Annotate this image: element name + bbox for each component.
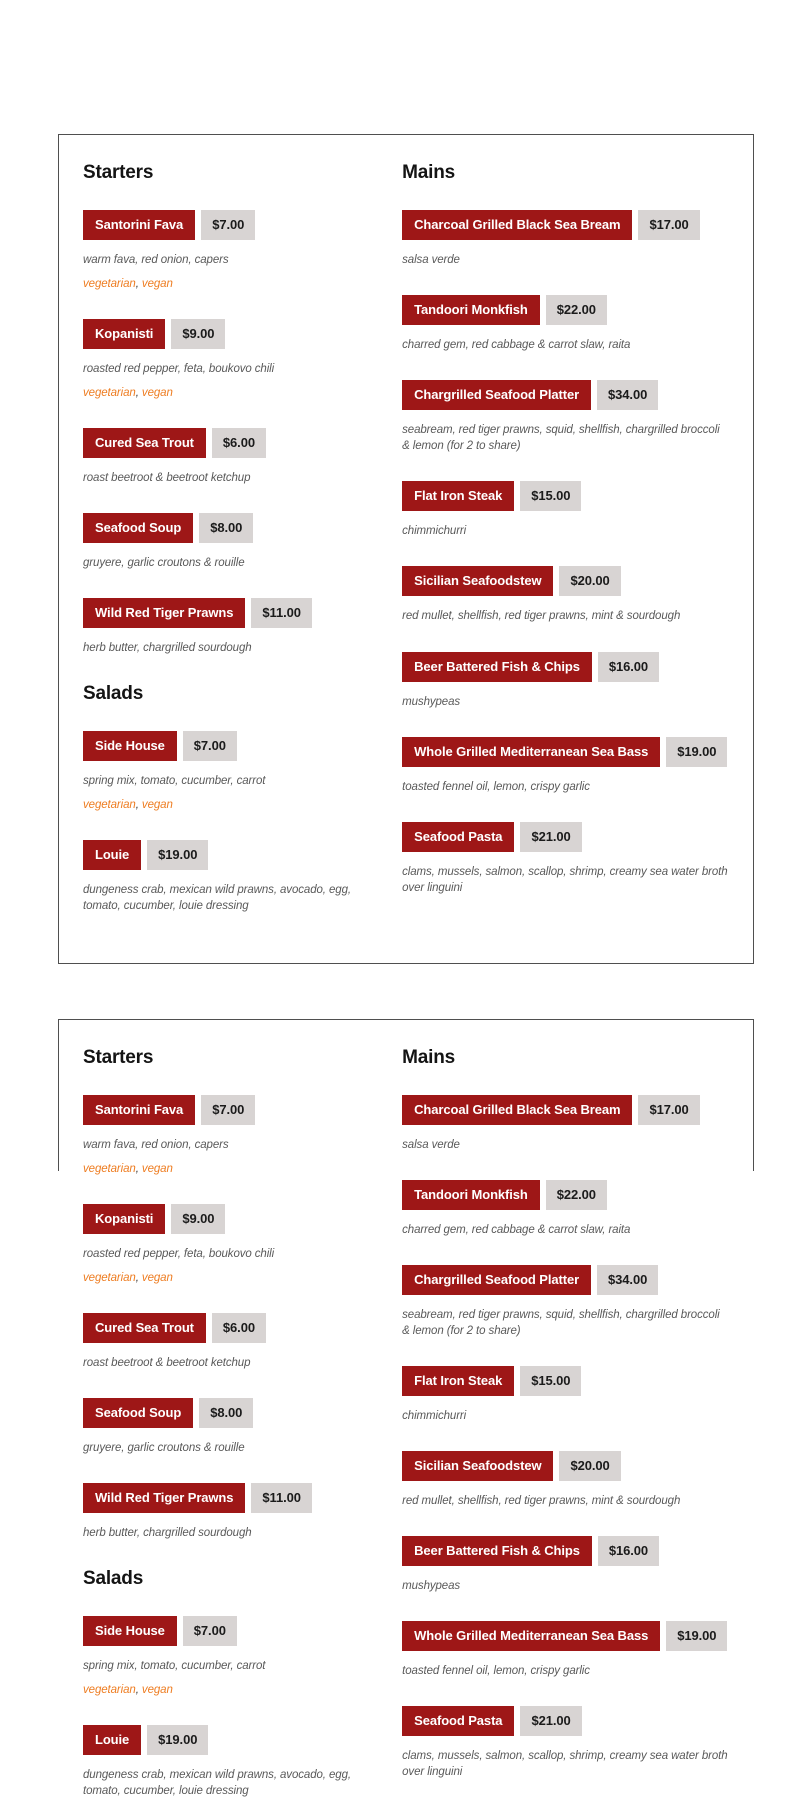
diet-tag-link[interactable]: vegan [141,1271,173,1284]
item-description: toasted fennel oil, lemon, crispy garlic [402,780,590,793]
item-badge-row [402,380,729,410]
item-price-badge: $17.00 [638,210,699,240]
item-price-badge: $22.00 [546,1180,607,1210]
item-description: charred gem, red cabbage & carrot slaw, raita [402,339,631,352]
menu-item [402,566,729,624]
item-name-badge: Louie [83,1725,141,1755]
item-diet-tags [83,386,380,401]
section-heading: Starters [83,1046,154,1068]
menu-item [83,731,380,813]
item-price-badge: $19.00 [666,737,727,767]
diet-tag-link[interactable]: vegetarian [83,1271,136,1284]
item-badge-row [402,1451,729,1481]
item-diet-tags [83,1683,380,1698]
item-badge-row [402,295,729,325]
item-price-badge: $22.00 [546,295,607,325]
item-diet-tags [83,798,380,813]
item-description: chimmichurri [402,525,467,538]
item-badge-row [402,1366,729,1396]
item-price-badge: $9.00 [171,1204,225,1234]
item-name-badge: Tandoori Monkfish [402,295,540,325]
item-price-badge: $9.00 [171,319,225,349]
item-description: dungeness crab, mexican wild prawns, avocado, egg, tomato, cucumber, louie dressing [83,884,351,913]
menu-item [83,428,380,486]
item-description: red mullet, shellfish, red tiger prawns, mint & sourdough [402,610,681,623]
item-name-badge: Side House [83,731,177,761]
item-badge-row [402,566,729,596]
item-description: red mullet, shellfish, red tiger prawns, mint & sourdough [402,1495,681,1508]
item-description: roasted red pepper, feta, boukovo chili [83,1247,275,1260]
item-badge-row [83,731,380,761]
diet-tag-link[interactable]: vegan [141,387,173,400]
item-badge-row [402,1536,729,1566]
item-price-badge: $19.00 [147,1725,208,1755]
tag-separator: , [135,387,142,400]
menu-item [83,598,380,656]
menu-item [402,1095,729,1153]
item-price-badge: $34.00 [597,380,658,410]
item-price-badge: $11.00 [251,598,311,628]
item-description: dungeness crab, mexican wild prawns, avocado, egg, tomato, cucumber, louie dressing [83,1768,351,1798]
item-badge-row [83,1483,380,1513]
item-badge-row [83,1398,380,1428]
item-badge-row [402,1706,729,1736]
item-badge-row [402,1265,729,1295]
diet-tag-link[interactable]: vegan [141,278,173,291]
item-description: toasted fennel oil, lemon, crispy garlic [402,1665,590,1678]
menu-item [83,1616,380,1698]
item-badge-row [83,1725,380,1755]
item-description: roast beetroot & beetroot ketchup [83,1356,251,1369]
item-price-badge: $34.00 [597,1265,658,1295]
item-badge-row [83,428,380,458]
item-name-badge: Beer Battered Fish & Chips [402,652,592,682]
item-badge-row [402,1095,729,1125]
item-name-badge: Santorini Fava [83,210,195,240]
menu-item [402,380,729,454]
item-price-badge: $16.00 [598,1536,659,1566]
item-badge-row [83,210,380,240]
menu-item [83,513,380,571]
menu-item [402,1180,729,1238]
item-name-badge: Whole Grilled Mediterranean Sea Bass [402,737,660,767]
item-description: warm fava, red onion, capers [83,254,229,266]
item-badge-row [402,1621,729,1651]
item-description: roast beetroot & beetroot ketchup [83,472,251,485]
menu-item [402,1265,729,1339]
item-price-badge: $20.00 [559,1451,620,1481]
item-price-badge: $6.00 [212,428,266,458]
item-description: spring mix, tomato, cucumber, carrot [83,775,266,788]
item-name-badge: Flat Iron Steak [402,1366,514,1396]
item-description: charred gem, red cabbage & carrot slaw, raita [402,1223,631,1236]
menu-item [402,210,729,268]
item-diet-tags [83,277,380,292]
menu-item [83,210,380,292]
item-description: clams, mussels, salmon, scallop, shrimp, creamy sea water broth over linguini [402,1750,728,1779]
menu-column [402,162,729,896]
item-description: spring mix, tomato, cucumber, carrot [83,1659,266,1672]
menu-item [83,840,380,914]
menu-column [402,1047,729,1781]
item-badge-row [83,598,380,628]
item-price-badge: $17.00 [638,1095,699,1125]
item-price-badge: $15.00 [520,481,581,511]
item-badge-row [402,652,729,682]
diet-tag-link[interactable]: vegetarian [83,278,136,291]
item-description: mushypeas [402,1580,461,1593]
menu-item [83,1204,380,1286]
item-badge-row [83,1313,380,1343]
menu-item [402,1706,729,1780]
item-description: clams, mussels, salmon, scallop, shrimp, creamy sea water broth over linguini [402,865,728,894]
item-price-badge: $8.00 [199,513,253,543]
item-price-badge: $11.00 [251,1483,311,1513]
item-name-badge: Chargrilled Seafood Platter [402,1265,591,1295]
item-name-badge: Sicilian Seafoodstew [402,566,553,596]
item-name-badge: Wild Red Tiger Prawns [83,598,245,628]
item-description: gruyere, garlic croutons & rouille [83,557,245,570]
item-description: chimmichurri [402,1409,467,1422]
menu-item [402,822,729,896]
item-name-badge: Sicilian Seafoodstew [402,1451,553,1481]
item-name-badge: Flat Iron Steak [402,481,514,511]
item-name-badge: Seafood Soup [83,513,193,543]
menu-card-continued-grid [83,1047,729,1799]
item-description: mushypeas [402,695,461,708]
item-price-badge: $19.00 [147,840,208,870]
item-name-badge: Whole Grilled Mediterranean Sea Bass [402,1621,660,1651]
section-heading: Mains [402,1046,455,1068]
item-badge-row [402,1180,729,1210]
item-name-badge: Kopanisti [83,1204,165,1234]
menu-card-continued [58,1019,754,1798]
tag-separator: , [135,1162,142,1175]
tag-separator: , [135,278,142,291]
item-name-badge: Seafood Pasta [402,822,514,852]
item-price-badge: $6.00 [212,1313,266,1343]
item-name-badge: Tandoori Monkfish [402,1180,540,1210]
item-name-badge: Beer Battered Fish & Chips [402,1536,592,1566]
item-description: seabream, red tiger prawns, squid, shellfish, chargrilled broccoli & lemon (for 2 to share) [402,1308,720,1337]
tag-separator: , [135,799,142,812]
item-description: salsa verde [402,1138,460,1151]
item-name-badge: Charcoal Grilled Black Sea Bream [402,210,632,240]
item-description: roasted red pepper, feta, boukovo chili [83,363,275,376]
item-price-badge: $7.00 [201,1095,255,1125]
menu-item [402,737,729,795]
item-badge-row [83,1204,380,1234]
diet-tag-link[interactable]: vegetarian [83,387,136,400]
item-price-badge: $21.00 [520,1706,581,1736]
item-badge-row [402,210,729,240]
tag-separator: , [135,1271,142,1284]
section-heading: Starters [83,162,154,183]
item-name-badge: Cured Sea Trout [83,1313,206,1343]
item-description: seabream, red tiger prawns, squid, shellfish, chargrilled broccoli & lemon (for 2 to share) [402,424,720,453]
menu-column [83,162,380,915]
item-description: herb butter, chargrilled sourdough [83,1526,252,1539]
item-badge-row [83,840,380,870]
item-badge-row [83,513,380,543]
menu-card-grid [83,162,729,915]
diet-tag-link[interactable]: vegan [141,1162,173,1175]
section-heading: Salads [83,1567,144,1589]
item-badge-row [83,1095,380,1125]
menu-item [402,1366,729,1424]
section-heading: Salads [83,683,144,705]
menu-item [83,1483,380,1541]
item-badge-row [402,481,729,511]
item-name-badge: Chargrilled Seafood Platter [402,380,591,410]
item-price-badge: $19.00 [666,1621,727,1651]
item-diet-tags [83,1271,380,1286]
menu-item [83,319,380,401]
diet-tag-link[interactable]: vegetarian [83,799,136,812]
diet-tag-link[interactable]: vegetarian [83,1684,136,1696]
menu-item [402,1451,729,1509]
item-name-badge: Wild Red Tiger Prawns [83,1483,245,1513]
item-price-badge: $15.00 [520,1366,581,1396]
menu-item [402,1621,729,1679]
menu-card [58,134,754,964]
item-name-badge: Cured Sea Trout [83,428,206,458]
menu-item [83,1398,380,1456]
item-price-badge: $8.00 [199,1398,253,1428]
diet-tag-link[interactable]: vegetarian [83,1162,136,1175]
item-price-badge: $21.00 [520,822,581,852]
item-price-badge: $16.00 [598,652,659,682]
item-badge-row [83,1616,380,1646]
item-description: salsa verde [402,254,460,266]
menu-item [83,1725,380,1799]
item-name-badge: Santorini Fava [83,1095,195,1125]
menu-item [402,1536,729,1594]
menu-item [83,1095,380,1177]
item-description: warm fava, red onion, capers [83,1138,229,1151]
menu-item [402,652,729,710]
item-description: herb butter, chargrilled sourdough [83,642,252,655]
diet-tag-link[interactable]: vegan [141,1684,173,1696]
item-name-badge: Charcoal Grilled Black Sea Bream [402,1095,632,1125]
item-diet-tags [83,1162,380,1177]
item-price-badge: $20.00 [559,566,620,596]
item-name-badge: Kopanisti [83,319,165,349]
menu-item [402,295,729,353]
item-price-badge: $7.00 [201,210,255,240]
menu-column [83,1047,380,1799]
menu-item [83,1313,380,1371]
item-name-badge: Seafood Pasta [402,1706,514,1736]
item-name-badge: Side House [83,1616,177,1646]
item-badge-row [83,319,380,349]
item-name-badge: Louie [83,840,141,870]
item-badge-row [402,822,729,852]
item-description: gruyere, garlic croutons & rouille [83,1441,245,1454]
menu-item [402,481,729,539]
item-price-badge: $7.00 [183,731,237,761]
tag-separator: , [135,1684,142,1696]
section-heading: Mains [402,162,455,183]
item-price-badge: $7.00 [183,1616,237,1646]
item-name-badge: Seafood Soup [83,1398,193,1428]
item-badge-row [402,737,729,767]
diet-tag-link[interactable]: vegan [141,799,173,812]
